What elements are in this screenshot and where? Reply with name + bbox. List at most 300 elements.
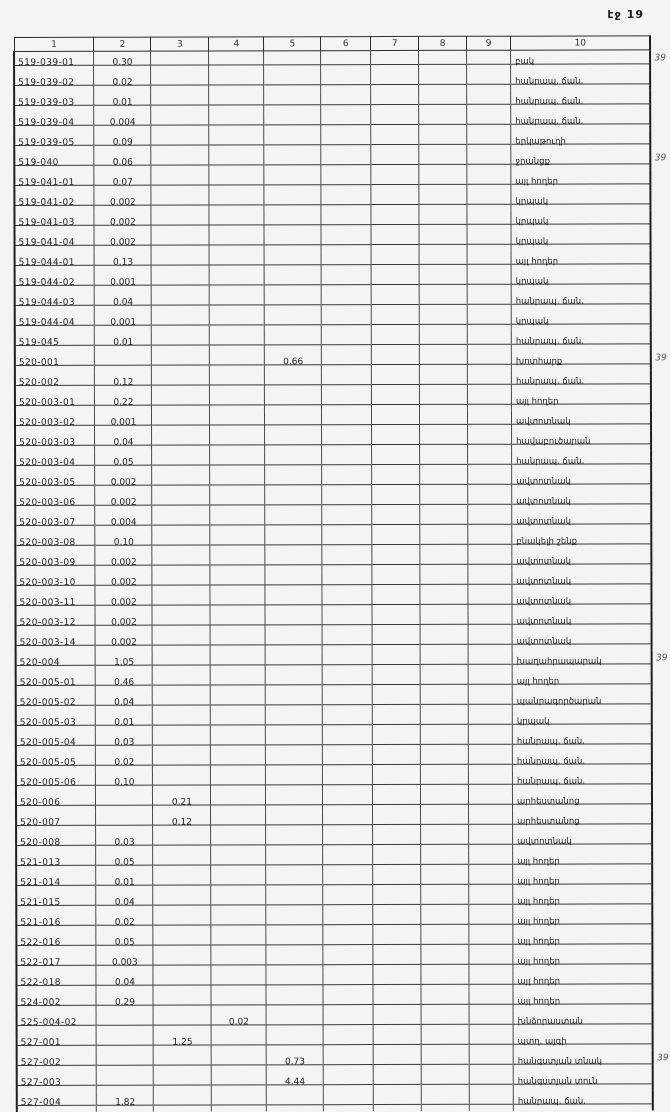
parcel-code-cell: 520-003-01 (15, 392, 95, 412)
value-cell-col9 (467, 351, 511, 371)
value-cell-col7 (373, 991, 421, 1011)
value-cell-col5 (265, 671, 322, 691)
value-cell-col5 (265, 651, 322, 671)
land-use-label-cell: արհեստանոց (513, 810, 653, 830)
land-use-label-cell: այլ հողեր (513, 990, 653, 1010)
value-cell-col7 (371, 251, 419, 271)
table-row (16, 710, 670, 732)
land-use-label-cell: հանրապ. ճան. (512, 450, 652, 470)
table-row (17, 990, 670, 1012)
value-cell-col9 (467, 111, 511, 131)
value-cell-col8 (421, 831, 469, 851)
value-cell-col9 (469, 1071, 513, 1091)
value-cell-col6 (321, 191, 371, 211)
value-cell-col2: 0.04 (96, 972, 153, 992)
margin-note (653, 830, 670, 850)
value-cell-col5 (265, 591, 322, 611)
margin-note (652, 790, 670, 810)
value-cell-col6 (322, 611, 372, 631)
value-cell-col7 (371, 151, 419, 171)
land-use-label-cell: հանրապ. ճան. (511, 70, 651, 90)
margin-note (652, 590, 670, 610)
table-row (14, 130, 669, 152)
value-cell-col3 (154, 1091, 212, 1111)
value-cell-col3 (152, 391, 210, 411)
value-cell-col6 (323, 891, 373, 911)
table-row (17, 1030, 670, 1052)
land-use-label-cell: հանրապ. ճան. (512, 730, 652, 750)
parcel-code-cell: 520-001 (15, 352, 95, 372)
land-use-label-cell: բակ (511, 50, 651, 71)
land-use-label-cell: կրպակ (511, 310, 651, 330)
value-cell-col4 (209, 211, 264, 231)
value-cell-col6 (321, 171, 371, 191)
margin-gutter (650, 36, 669, 50)
margin-note (651, 70, 670, 90)
table-row (15, 330, 670, 352)
table-row (16, 890, 670, 912)
value-cell-col8 (420, 691, 468, 711)
value-cell-col9 (467, 371, 511, 391)
value-cell-col6 (322, 671, 372, 691)
value-cell-col2: 0.09 (94, 132, 151, 152)
parcel-code-cell: 520-003-14 (16, 632, 96, 652)
margin-note (652, 550, 670, 570)
parcel-code-cell: 520-005-03 (16, 712, 96, 732)
value-cell-col7 (373, 1091, 421, 1111)
value-cell-col8 (421, 1011, 469, 1031)
value-cell-col8 (420, 491, 468, 511)
value-cell-col6 (322, 531, 372, 551)
table-row (15, 510, 670, 532)
parcel-code-cell: 525-004-02 (17, 1012, 97, 1032)
value-cell-col9 (468, 411, 512, 431)
land-use-label-cell: խոտհարք (511, 350, 651, 370)
margin-note: 39 (656, 653, 668, 664)
value-cell-col2: 0.001 (95, 312, 152, 332)
value-cell-col7 (371, 331, 419, 351)
value-cell-col4 (210, 351, 265, 371)
land-use-label-cell: հանրապ. ճան. (511, 90, 651, 110)
value-cell-col7 (373, 751, 421, 771)
value-cell-col3 (151, 111, 209, 131)
value-cell-col5 (265, 311, 322, 331)
land-use-label-cell: կրպակ (511, 230, 651, 250)
land-use-label-cell: հանրապ. ճան. (512, 750, 652, 770)
value-cell-col4 (210, 471, 265, 491)
value-cell-col8 (419, 351, 467, 371)
value-cell-col3 (151, 91, 209, 111)
value-cell-col8 (419, 211, 467, 231)
margin-note (653, 950, 670, 970)
value-cell-col8 (419, 271, 467, 291)
value-cell-col5: 0.73 (266, 1051, 323, 1071)
value-cell-col2: 1.05 (96, 652, 153, 672)
table-row (16, 690, 670, 712)
value-cell-col8 (419, 231, 467, 251)
value-cell-col8 (421, 951, 469, 971)
value-cell-col8 (420, 371, 468, 391)
value-cell-col7 (371, 91, 419, 111)
value-cell-col3 (153, 691, 211, 711)
margin-note (651, 170, 670, 190)
value-cell-col3 (152, 351, 210, 371)
parcel-code-cell: 521-014 (16, 872, 96, 892)
value-cell-col6 (322, 471, 372, 491)
table-row (16, 910, 670, 932)
value-cell-col5 (265, 331, 322, 351)
value-cell-col2: 0.03 (96, 732, 153, 752)
value-cell-col4 (211, 691, 266, 711)
column-header-8: 8 (419, 36, 467, 50)
land-use-label-cell: ավտոտնակ (513, 830, 653, 850)
value-cell-col5 (266, 1011, 323, 1031)
value-cell-col7 (373, 791, 421, 811)
parcel-code-cell: 520-005-01 (16, 672, 96, 692)
parcel-code-cell: 519-044-01 (15, 252, 95, 272)
value-cell-col3 (154, 1051, 212, 1071)
margin-note: 39 (654, 53, 666, 64)
value-cell-col3 (153, 671, 211, 691)
parcel-code-cell: 521-013 (16, 852, 96, 872)
value-cell-col7 (372, 531, 420, 551)
value-cell-col6 (321, 71, 371, 91)
value-cell-col5 (264, 71, 321, 91)
value-cell-col3 (151, 211, 209, 231)
value-cell-col9 (468, 571, 512, 591)
value-cell-col3 (152, 331, 210, 351)
parcel-code-cell: 522-017 (16, 952, 96, 972)
value-cell-col2: 0.22 (95, 392, 152, 412)
parcel-code-cell: 527-003 (17, 1072, 97, 1092)
value-cell-col5 (264, 231, 321, 251)
value-cell-col7 (372, 711, 420, 731)
land-use-label-cell: հանգստյան տուն (513, 1070, 653, 1090)
value-cell-col9 (469, 1091, 513, 1111)
value-cell-col3 (151, 191, 209, 211)
parcel-code-cell: 521-016 (16, 912, 96, 932)
value-cell-col8 (420, 551, 468, 571)
value-cell-col6 (322, 691, 372, 711)
value-cell-col2: 0.46 (96, 672, 153, 692)
value-cell-col7 (371, 211, 419, 231)
value-cell-col5 (264, 151, 321, 171)
table-row (16, 670, 670, 692)
margin-note (652, 510, 670, 530)
value-cell-col6 (322, 631, 372, 651)
table-row (16, 610, 670, 632)
value-cell-col2: 0.001 (95, 272, 152, 292)
value-cell-col9 (469, 1011, 513, 1031)
parcel-code-cell: 520-003-11 (15, 592, 95, 612)
value-cell-col3 (153, 1011, 211, 1031)
table-row (14, 190, 669, 212)
value-cell-col4 (209, 71, 264, 91)
table-row (15, 530, 670, 552)
value-cell-col7 (371, 231, 419, 251)
value-cell-col3 (153, 991, 211, 1011)
value-cell-col8 (420, 391, 468, 411)
value-cell-col2: 0.002 (96, 632, 153, 652)
value-cell-col9 (468, 491, 512, 511)
land-use-label-cell: այլ հողեր (513, 950, 653, 970)
value-cell-col6 (322, 511, 372, 531)
value-cell-col7 (373, 1011, 421, 1031)
margin-note (652, 570, 670, 590)
value-cell-col2: 0.12 (95, 372, 152, 392)
value-cell-col3 (152, 431, 210, 451)
table-row (17, 1070, 670, 1092)
value-cell-col5 (266, 691, 323, 711)
value-cell-col2: 0.04 (96, 692, 153, 712)
parcel-code-cell: 519-041-01 (14, 172, 94, 192)
column-header-7: 7 (371, 36, 419, 50)
value-cell-col7 (373, 891, 421, 911)
value-cell-col4 (209, 111, 264, 131)
parcel-code-cell: 520-003-03 (15, 432, 95, 452)
value-cell-col4 (210, 391, 265, 411)
land-use-label-cell: այլ հողեր (513, 910, 653, 930)
value-cell-col5 (264, 131, 321, 151)
value-cell-col5 (265, 411, 322, 431)
parcel-code-cell: 520-004 (16, 652, 96, 672)
value-cell-col4 (210, 311, 265, 331)
land-use-label-cell: այլ հողեր (513, 870, 653, 890)
table-row (14, 90, 669, 112)
table-row (16, 870, 670, 892)
value-cell-col8 (420, 431, 468, 451)
value-cell-col7 (373, 951, 421, 971)
value-cell-col9 (468, 671, 512, 691)
value-cell-col9 (468, 611, 512, 631)
value-cell-col2: 0.03 (96, 832, 153, 852)
table-row (14, 210, 669, 232)
value-cell-col3: 0.12 (153, 811, 211, 831)
value-cell-col4 (211, 731, 266, 751)
value-cell-col4 (210, 491, 265, 511)
value-cell-col5 (264, 211, 321, 231)
margin-note (651, 370, 670, 390)
value-cell-col4 (211, 951, 266, 971)
margin-note (652, 730, 670, 750)
value-cell-col5 (265, 531, 322, 551)
land-use-label-cell: հանգստյան տնակ (513, 1050, 653, 1070)
value-cell-col8 (420, 731, 468, 751)
value-cell-col3 (152, 371, 210, 391)
value-cell-col3 (153, 891, 211, 911)
land-registry-table (13, 35, 670, 1112)
value-cell-col9 (469, 1051, 513, 1071)
value-cell-col4 (211, 971, 266, 991)
value-cell-col8 (420, 511, 468, 531)
table-row (15, 270, 670, 292)
column-header-10: 10 (511, 36, 651, 50)
value-cell-col9 (467, 251, 511, 271)
value-cell-col9 (467, 50, 511, 71)
land-use-label-cell: այլ հողեր (513, 930, 653, 950)
value-cell-col8 (421, 931, 469, 951)
parcel-code-cell: 520-006 (16, 792, 96, 812)
value-cell-col5 (265, 571, 322, 591)
value-cell-col9 (468, 511, 512, 531)
value-cell-col6 (323, 751, 373, 771)
value-cell-col7 (371, 131, 419, 151)
margin-note (651, 390, 670, 410)
parcel-code-cell: 520-003-02 (15, 412, 95, 432)
land-use-label-cell: այլ հողեր (513, 890, 653, 910)
table-row (15, 390, 670, 412)
value-cell-col8 (419, 331, 467, 351)
value-cell-col8 (419, 91, 467, 111)
parcel-code-cell: 519-040 (14, 152, 94, 172)
margin-note (653, 1030, 670, 1050)
value-cell-col8 (421, 771, 469, 791)
value-cell-col4 (212, 1051, 267, 1071)
value-cell-col5 (265, 631, 322, 651)
parcel-code-cell: 520-007 (16, 812, 96, 832)
value-cell-col3 (151, 131, 209, 151)
value-cell-col5 (265, 611, 322, 631)
value-cell-col5 (265, 491, 322, 511)
value-cell-col7 (372, 551, 420, 571)
margin-note (652, 710, 670, 730)
parcel-code-cell: 519-039-05 (14, 132, 94, 152)
value-cell-col6 (322, 371, 372, 391)
land-use-label-cell: պտղ. այգի (513, 1030, 653, 1050)
value-cell-col3 (153, 971, 211, 991)
parcel-code-cell: 520-002 (15, 372, 95, 392)
value-cell-col3 (154, 1071, 212, 1091)
value-cell-col4 (209, 151, 264, 171)
land-use-label-cell: երկաթուղի (511, 130, 651, 150)
value-cell-col9 (467, 91, 511, 111)
land-use-label-cell: ավտոտնակ (512, 470, 652, 490)
column-header-4: 4 (209, 37, 264, 51)
table-row (15, 230, 670, 252)
value-cell-col8 (420, 591, 468, 611)
value-cell-col5 (266, 931, 323, 951)
value-cell-col8 (421, 751, 469, 771)
table-row (16, 930, 670, 952)
value-cell-col7 (373, 831, 421, 851)
value-cell-col9 (468, 531, 512, 551)
value-cell-col2: 0.003 (96, 952, 153, 972)
value-cell-col9 (469, 791, 513, 811)
value-cell-col8 (421, 851, 469, 871)
value-cell-col3 (153, 951, 211, 971)
value-cell-col3 (152, 551, 210, 571)
margin-note: 39 (655, 353, 667, 364)
value-cell-col4 (212, 1071, 267, 1091)
margin-note (652, 630, 670, 650)
value-cell-col8 (420, 651, 468, 671)
table-row (15, 370, 670, 392)
column-header-3: 3 (151, 37, 209, 51)
table-row (16, 770, 670, 792)
margin-note (651, 110, 670, 130)
value-cell-col8 (421, 811, 469, 831)
parcel-code-cell: 519-041-03 (14, 212, 94, 232)
value-cell-col4 (211, 931, 266, 951)
parcel-code-cell: 520-008 (16, 832, 96, 852)
land-use-label-cell: հանրապ. ճան. (512, 770, 652, 790)
value-cell-col6 (323, 871, 373, 891)
value-cell-col7 (371, 50, 419, 71)
value-cell-col7 (371, 271, 419, 291)
value-cell-col8 (419, 291, 467, 311)
value-cell-col3 (152, 291, 210, 311)
value-cell-col3 (153, 831, 211, 851)
margin-note (653, 910, 670, 930)
table-row (16, 850, 670, 872)
value-cell-col7 (373, 851, 421, 871)
value-cell-col7 (372, 431, 420, 451)
value-cell-col9 (467, 171, 511, 191)
value-cell-col5 (267, 1091, 324, 1111)
value-cell-col3 (152, 531, 210, 551)
value-cell-col4 (209, 131, 264, 151)
parcel-code-cell: 520-003-05 (15, 472, 95, 492)
value-cell-col5 (266, 811, 323, 831)
value-cell-col2: 0.002 (94, 192, 151, 212)
parcel-code-cell: 520-005-05 (16, 752, 96, 772)
margin-note (653, 850, 670, 870)
margin-note (651, 270, 670, 290)
value-cell-col2: 0.004 (94, 112, 151, 132)
land-use-label-cell: կրպակ (511, 210, 651, 230)
value-cell-col3 (152, 591, 210, 611)
value-cell-col5 (264, 191, 321, 211)
value-cell-col7 (372, 391, 420, 411)
margin-note (652, 530, 670, 550)
value-cell-col3 (153, 771, 211, 791)
parcel-code-cell: 519-039-04 (14, 112, 94, 132)
value-cell-col3 (153, 931, 211, 951)
parcel-code-cell: 527-001 (17, 1032, 97, 1052)
value-cell-col8 (420, 671, 468, 691)
value-cell-col8 (421, 1091, 469, 1111)
value-cell-col4 (210, 511, 265, 531)
value-cell-col7 (372, 651, 420, 671)
value-cell-col2: 0.05 (96, 932, 153, 952)
value-cell-col6 (322, 551, 372, 571)
value-cell-col7 (373, 771, 421, 791)
land-use-label-cell: հավաբուծարան (512, 430, 652, 450)
margin-note (651, 230, 670, 250)
value-cell-col7 (372, 571, 420, 591)
value-cell-col9 (468, 651, 512, 671)
value-cell-col6 (323, 1011, 373, 1031)
margin-note (652, 490, 670, 510)
value-cell-col4 (210, 331, 265, 351)
value-cell-col5 (266, 831, 323, 851)
value-cell-col6 (323, 771, 373, 791)
value-cell-col6 (323, 991, 373, 1011)
margin-note (651, 190, 670, 210)
value-cell-col7 (373, 1031, 421, 1051)
value-cell-col6 (323, 971, 373, 991)
value-cell-col2: 0.04 (95, 292, 152, 312)
value-cell-col3 (152, 471, 210, 491)
parcel-code-cell: 520-003-04 (15, 452, 95, 472)
value-cell-col9 (468, 631, 512, 651)
value-cell-col9 (467, 331, 511, 351)
margin-note: 39 (654, 153, 667, 164)
margin-note (652, 770, 670, 790)
table-row (16, 970, 670, 992)
land-use-label-cell: ավտոտնակ (512, 570, 652, 590)
table-row (16, 750, 670, 772)
